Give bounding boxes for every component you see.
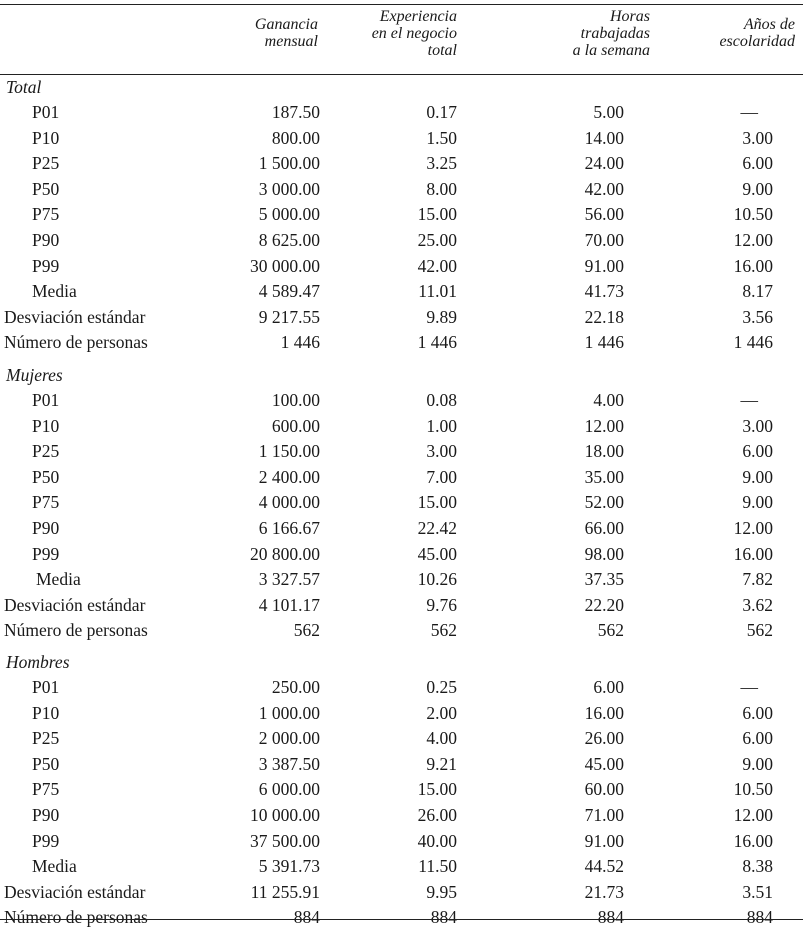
table-row xyxy=(0,331,803,353)
row-label: P50 xyxy=(32,753,60,774)
header-rule xyxy=(0,74,803,75)
row-label: Media xyxy=(32,281,77,302)
cell-col-3: 70.00 xyxy=(584,230,624,250)
cell-col-4: 884 xyxy=(746,907,773,928)
cell-col-2: 15.00 xyxy=(417,204,457,225)
cell-col-3: 91.00 xyxy=(584,830,624,851)
cell-col-4: 9.00 xyxy=(742,466,773,487)
cell-col-2: 10.26 xyxy=(417,569,457,590)
section-title: Total xyxy=(6,77,42,97)
section-title: Mujeres xyxy=(6,365,63,385)
cell-col-1: 600.00 xyxy=(271,415,320,436)
section-title: Hombres xyxy=(6,652,70,672)
cell-col-1: 3 387.50 xyxy=(258,753,320,774)
table-row xyxy=(0,702,803,724)
row-label: P75 xyxy=(32,779,60,800)
row-label: P25 xyxy=(32,153,60,174)
cell-col-2: 3.00 xyxy=(426,441,457,462)
cell-col-3: 35.00 xyxy=(584,466,624,487)
header-line: Experiencia xyxy=(379,8,457,25)
cell-col-2: 9.76 xyxy=(426,594,457,615)
row-label: Media xyxy=(36,569,81,590)
row-label: P10 xyxy=(32,702,60,723)
row-label: Desviación estándar xyxy=(4,881,146,902)
cell-col-4: 6.00 xyxy=(742,728,773,749)
cell-col-1: 1 150.00 xyxy=(258,441,320,462)
cell-col-3: 98.00 xyxy=(584,543,624,564)
cell-col-3: 71.00 xyxy=(584,805,624,825)
cell-col-4: 562 xyxy=(746,620,773,641)
cell-col-2: 1.50 xyxy=(426,127,457,148)
cell-col-2: 0.08 xyxy=(426,390,457,410)
cell-col-2: 9.21 xyxy=(426,753,457,774)
table-row xyxy=(0,543,803,565)
cell-col-2: 25.00 xyxy=(417,230,457,250)
row-label: P25 xyxy=(32,441,60,462)
cell-col-1: 1 446 xyxy=(280,332,320,353)
cell-col-3: 6.00 xyxy=(593,677,624,697)
table-row xyxy=(0,830,803,852)
cell-col-1: 2 400.00 xyxy=(258,466,320,487)
cell-col-2: 42.00 xyxy=(417,255,457,276)
row-label: P50 xyxy=(32,466,60,487)
cell-col-1: 4 000.00 xyxy=(258,492,320,513)
cell-col-1: 100.00 xyxy=(271,390,320,410)
table-row xyxy=(0,152,803,174)
cell-col-4: 10.50 xyxy=(733,779,773,800)
cell-col-4: 7.82 xyxy=(742,569,773,590)
cell-col-4: 9.00 xyxy=(742,753,773,774)
cell-col-1: 3 327.57 xyxy=(258,569,320,590)
cell-col-1: 20 800.00 xyxy=(250,543,320,564)
cell-col-1: 884 xyxy=(293,907,320,928)
cell-col-1: 800.00 xyxy=(271,127,320,148)
table-row xyxy=(0,778,803,800)
cell-col-2: 9.89 xyxy=(426,306,457,327)
cell-col-3: 16.00 xyxy=(584,702,624,723)
cell-col-4: 8.17 xyxy=(742,281,773,302)
cell-col-3: 45.00 xyxy=(584,753,624,774)
header-line: en el negocio xyxy=(371,25,457,42)
cell-col-1: 250.00 xyxy=(271,677,320,697)
header-line: Años de xyxy=(743,16,795,33)
row-label: Media xyxy=(32,856,77,877)
cell-col-3: 44.52 xyxy=(584,856,624,877)
cell-col-3: 884 xyxy=(597,907,624,928)
header-line: a la semana xyxy=(572,42,650,59)
row-label: P99 xyxy=(32,543,60,564)
cell-col-4: 12.00 xyxy=(733,805,773,825)
table-row xyxy=(0,855,803,877)
cell-col-4: 16.00 xyxy=(733,543,773,564)
cell-col-4: 12.00 xyxy=(733,518,773,538)
cell-col-4: 3.51 xyxy=(742,881,773,902)
row-label: P75 xyxy=(32,492,60,513)
cell-col-1: 5 391.73 xyxy=(258,856,320,877)
cell-col-3: 22.20 xyxy=(584,594,624,615)
cell-col-4: 10.50 xyxy=(733,204,773,225)
row-label: P01 xyxy=(32,390,60,410)
cell-col-1: 5 000.00 xyxy=(258,204,320,225)
cell-col-2: 3.25 xyxy=(426,153,457,174)
table-row xyxy=(0,676,803,698)
cell-col-1: 6 000.00 xyxy=(258,779,320,800)
row-label: P90 xyxy=(32,230,60,250)
cell-col-4: — xyxy=(740,677,758,697)
cell-col-4: 6.00 xyxy=(742,702,773,723)
row-label: P99 xyxy=(32,830,60,851)
header-experiencia xyxy=(372,8,457,59)
cell-col-4: 9.00 xyxy=(742,492,773,513)
cell-col-2: 11.50 xyxy=(418,856,457,877)
cell-col-2: 0.25 xyxy=(426,677,457,697)
row-label: P90 xyxy=(32,805,60,825)
table-row xyxy=(0,491,803,513)
header-horas-trabajadas xyxy=(573,8,650,59)
cell-col-2: 0.17 xyxy=(426,102,457,122)
table-row xyxy=(0,440,803,462)
table-row xyxy=(0,804,803,826)
cell-col-1: 4 589.47 xyxy=(258,281,320,302)
row-label: P90 xyxy=(32,518,60,538)
cell-col-4: 8.38 xyxy=(742,856,773,877)
cell-col-1: 562 xyxy=(293,620,320,641)
cell-col-3: 56.00 xyxy=(584,204,624,225)
cell-col-3: 1 446 xyxy=(584,332,624,353)
table-row xyxy=(0,415,803,437)
cell-col-2: 884 xyxy=(430,907,457,928)
cell-col-2: 8.00 xyxy=(426,178,457,199)
row-label: P10 xyxy=(32,127,60,148)
cell-col-3: 24.00 xyxy=(584,153,624,174)
cell-col-4: — xyxy=(740,390,758,410)
cell-col-3: 22.18 xyxy=(584,306,624,327)
cell-col-4: 3.00 xyxy=(742,127,773,148)
cell-col-2: 15.00 xyxy=(417,492,457,513)
cell-col-3: 4.00 xyxy=(593,390,624,410)
cell-col-4: 3.56 xyxy=(742,306,773,327)
table-row xyxy=(0,517,803,539)
cell-col-1: 30 000.00 xyxy=(250,255,320,276)
row-label: Número de personas xyxy=(4,620,148,641)
row-label: Desviación estándar xyxy=(4,306,146,327)
cell-col-2: 11.01 xyxy=(418,281,457,302)
table-row xyxy=(0,203,803,225)
cell-col-4: 16.00 xyxy=(733,255,773,276)
cell-col-1: 10 000.00 xyxy=(250,805,320,825)
cell-col-3: 18.00 xyxy=(584,441,624,462)
table-row xyxy=(0,568,803,590)
cell-col-1: 4 101.17 xyxy=(258,594,320,615)
cell-col-4: 1 446 xyxy=(733,332,773,353)
cell-col-4: 16.00 xyxy=(733,830,773,851)
cell-col-3: 21.73 xyxy=(584,881,624,902)
bottom-rule xyxy=(0,919,803,920)
cell-col-2: 562 xyxy=(430,620,457,641)
table-row xyxy=(0,229,803,251)
table-row xyxy=(0,101,803,123)
cell-col-1: 187.50 xyxy=(271,102,320,122)
table-row xyxy=(0,753,803,775)
cell-col-3: 14.00 xyxy=(584,127,624,148)
cell-col-4: 9.00 xyxy=(742,178,773,199)
table-row xyxy=(0,255,803,277)
table-row xyxy=(0,466,803,488)
cell-col-2: 1.00 xyxy=(426,415,457,436)
top-rule xyxy=(0,4,803,5)
row-label: P50 xyxy=(32,178,60,199)
cell-col-4: 3.62 xyxy=(742,594,773,615)
cell-col-2: 4.00 xyxy=(426,728,457,749)
header-line: escolaridad xyxy=(719,33,795,50)
cell-col-2: 1 446 xyxy=(417,332,457,353)
cell-col-1: 3 000.00 xyxy=(258,178,320,199)
cell-col-1: 2 000.00 xyxy=(258,728,320,749)
header-line: Ganancia xyxy=(254,16,318,33)
cell-col-2: 7.00 xyxy=(426,466,457,487)
cell-col-2: 40.00 xyxy=(417,830,457,851)
header-line: trabajadas xyxy=(580,25,650,42)
row-label: P01 xyxy=(32,102,60,122)
cell-col-4: 3.00 xyxy=(742,415,773,436)
cell-col-3: 5.00 xyxy=(593,102,624,122)
cell-col-2: 9.95 xyxy=(426,881,457,902)
row-label: P99 xyxy=(32,255,60,276)
row-label: Número de personas xyxy=(4,332,148,353)
cell-col-2: 2.00 xyxy=(426,702,457,723)
cell-col-1: 11 255.91 xyxy=(250,881,320,902)
cell-col-3: 91.00 xyxy=(584,255,624,276)
cell-col-3: 12.00 xyxy=(584,415,624,436)
cell-col-3: 42.00 xyxy=(584,178,624,199)
table-row xyxy=(0,178,803,200)
cell-col-2: 22.42 xyxy=(417,518,457,538)
cell-col-4: — xyxy=(740,102,758,122)
cell-col-1: 8 625.00 xyxy=(258,230,320,250)
cell-col-3: 562 xyxy=(597,620,624,641)
row-label: P10 xyxy=(32,415,60,436)
header-line: Horas xyxy=(609,8,650,25)
table-row xyxy=(0,619,803,641)
cell-col-3: 41.73 xyxy=(584,281,624,302)
row-label: P01 xyxy=(32,677,60,697)
cell-col-2: 15.00 xyxy=(417,779,457,800)
cell-col-3: 26.00 xyxy=(584,728,624,749)
row-label: P25 xyxy=(32,728,60,749)
cell-col-1: 1 000.00 xyxy=(258,702,320,723)
cell-col-3: 52.00 xyxy=(584,492,624,513)
cell-col-3: 60.00 xyxy=(584,779,624,800)
table-row xyxy=(0,306,803,328)
cell-col-4: 6.00 xyxy=(742,441,773,462)
cell-col-4: 6.00 xyxy=(742,153,773,174)
cell-col-1: 9 217.55 xyxy=(258,306,320,327)
table-row xyxy=(0,127,803,149)
cell-col-1: 37 500.00 xyxy=(250,830,320,851)
cell-col-1: 1 500.00 xyxy=(258,153,320,174)
cell-col-2: 45.00 xyxy=(417,543,457,564)
table-row xyxy=(0,727,803,749)
cell-col-3: 66.00 xyxy=(584,518,624,538)
cell-col-4: 12.00 xyxy=(733,230,773,250)
cell-col-1: 6 166.67 xyxy=(258,518,320,538)
header-line: mensual xyxy=(264,33,318,50)
header-line: total xyxy=(427,42,457,59)
row-label: Desviación estándar xyxy=(4,594,146,615)
row-label: Número de personas xyxy=(4,907,148,928)
table-row xyxy=(0,881,803,903)
cell-col-3: 37.35 xyxy=(584,569,624,590)
cell-col-2: 26.00 xyxy=(417,805,457,825)
row-label: P75 xyxy=(32,204,60,225)
header-ganancia-mensual xyxy=(255,16,318,50)
table-row xyxy=(0,280,803,302)
table-row xyxy=(0,389,803,411)
header-anos-escolaridad xyxy=(719,16,795,50)
table-row xyxy=(0,594,803,616)
